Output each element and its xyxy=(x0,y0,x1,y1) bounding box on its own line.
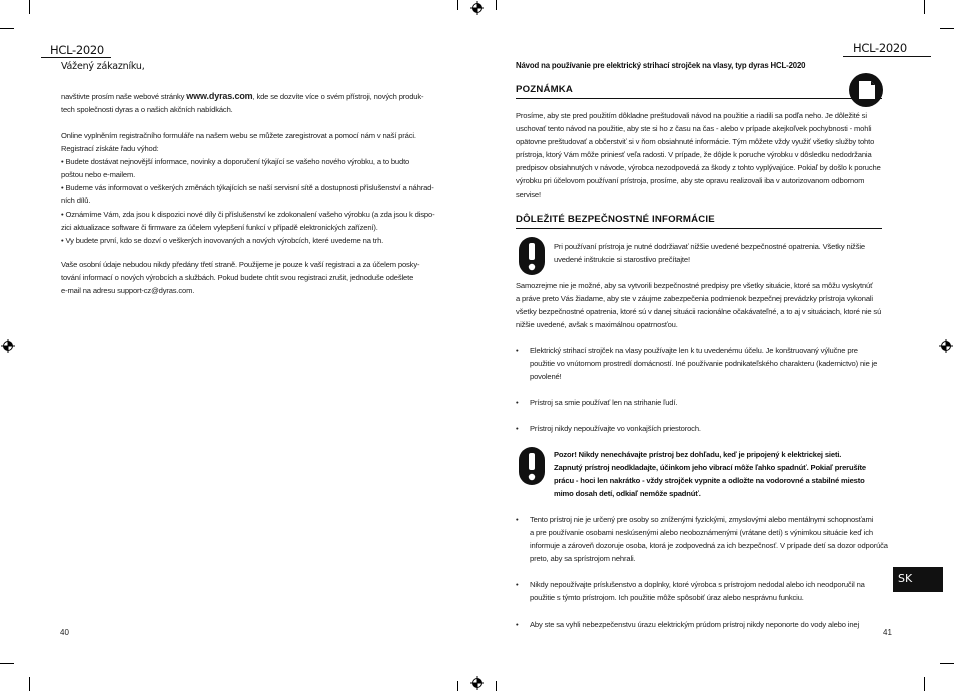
warning-icon xyxy=(519,237,545,275)
text-line: e-mail na adresu support-cz@dyras.com. xyxy=(61,286,195,296)
crop-mark xyxy=(924,0,925,14)
right-model-name: HCL-2020 xyxy=(853,41,907,55)
text-line: • Vy budete první, kdo se dozví o veškerých inovovaných a nových výrobcích, které uvedeme na trh. xyxy=(61,235,384,245)
text-line: prístroja, ktorý Vám môže priniesť veľa radosti. V prípade, že dôjde k poruche výrobku v dôsledku nedodržania xyxy=(516,150,872,160)
text-line: Pri používaní prístroja je nutné dodržiavať nižšie uvedené bezpečnostné opatrenia. Všetky nižšie xyxy=(554,242,865,251)
registration-mark-icon xyxy=(470,1,484,15)
general-safety-paragraph xyxy=(516,279,881,331)
greeting: Vážený zákazníku, xyxy=(61,61,145,72)
crop-mark xyxy=(29,677,30,691)
list-item xyxy=(516,344,886,384)
text-line: Prístroj sa smie používať len na strihanie ľudí. xyxy=(530,398,678,407)
bullet-symbol: • xyxy=(516,515,519,524)
crop-mark xyxy=(496,0,497,10)
right-page-number: 41 xyxy=(883,628,892,637)
safety-section-rule xyxy=(516,228,882,229)
crop-mark xyxy=(29,0,30,14)
text-line: informuje a zároveň dozoruje osoba, ktorá je zodpovedná za ich bezpečnosť. V prípade detí sa dozor odporúča xyxy=(530,541,888,551)
text-line: Registrací získáte řadu výhod: xyxy=(61,144,159,154)
intro-line-1: navštivte prosím naše webové stránky www.dyras.com, kde se dozvíte více o svém přístroji, nových produk- xyxy=(61,91,424,101)
bullet-symbol: • xyxy=(516,580,519,589)
text-line: • Budeme vás informovat o veškerých změnách týkajících se naší servisní sítě a dostupnosti příslušenství a náhrad- xyxy=(61,183,434,193)
text-line: • Oznámíme Vám, zda jsou k dispozici nové díly či příslušenství ke zdokonalení vašeho výrobku (a zda jsou k dispo- xyxy=(61,209,435,219)
text-line: Nikdy nepoužívajte príslušenstvo a doplnky, ktoré výrobca s prístrojom nedodal alebo ich neodporučil na xyxy=(530,580,865,589)
crop-mark xyxy=(940,28,954,29)
crop-mark xyxy=(940,663,954,664)
crop-mark xyxy=(457,0,458,10)
warning-icon xyxy=(519,447,545,485)
registration-benefits xyxy=(61,129,451,247)
text-line: uvedené inštrukcie si starostlivo prečítajte! xyxy=(554,255,690,265)
left-page-number: 40 xyxy=(60,628,69,637)
warning-intro xyxy=(554,240,865,266)
bullet-symbol: • xyxy=(516,424,519,433)
crop-mark xyxy=(0,663,14,664)
text-line: prácu - hoci len nakrátko - vždy strojček vypnite a odložte na vodorovné a stabilné miesto xyxy=(554,476,865,486)
text-line: a práve preto Vás žiadame, aby ste v záujme zabezpečenia podmienok bezpečnej prevádzky prístroja vykonali xyxy=(516,294,873,304)
text-line: mimo dosah detí, odkiaľ nemôže spadnúť. xyxy=(554,489,701,499)
note-section-rule xyxy=(516,98,882,99)
left-model-name: HCL-2020 xyxy=(50,43,104,57)
text-line: predpisov obsiahnutých v návode, výrobca nezodpovedá za škody z tohto vyplývajúce. Pokiaľ by došlo k poruche xyxy=(516,163,881,173)
text-line: použitie s týmto prístrojom. Ich použitie môže spôsobiť úraz alebo nesprávnu funkciu. xyxy=(530,593,804,603)
registration-mark-icon xyxy=(1,339,15,353)
text-line: ních dílů. xyxy=(61,196,91,206)
note-section-title: POZNÁMKA xyxy=(516,84,574,95)
bullet-symbol: • xyxy=(516,346,519,355)
crop-mark xyxy=(496,681,497,691)
text-line: Prístroj nikdy nepoužívajte vo vonkajších priestoroch. xyxy=(530,424,701,433)
text-line: Vaše osobní údaje nebudou nikdy předány třetí straně. Použijeme je pouze k vaší registraci a za účelem posky- xyxy=(61,260,420,269)
text-line: • Budete dostávat nejnovější informace, novinky a doporučení týkající se vašeho nového výrobku, a to budto xyxy=(61,157,410,167)
text-line: Prosíme, aby ste pred použitím dôkladne preštudovali návod na použitie a riadili sa podľa neho. Je dôležité si xyxy=(516,111,867,120)
registration-mark-icon xyxy=(470,676,484,690)
text-line: Samozrejme nie je možné, aby sa vytvorili bezpečnostné predpisy pre všetky situácie, ktoré sa môžu vyskytnúť xyxy=(516,281,873,290)
text-line: uschovať tento návod na použitie, aby ste si ho z času na čas - alebo v prípade akejkoľvek pochybnosti - mohli xyxy=(516,124,872,134)
text-line: Tento prístroj nie je určený pre osoby so zníženými fyzickými, zmyslovými alebo mentálnymi schopnosťami xyxy=(530,515,874,524)
text-line: výrobku pri účelovom používaní prístroja, prosíme, aby ste opravu realizovali iba v autorizovanom odbornom xyxy=(516,176,865,186)
list-item xyxy=(516,396,886,410)
language-tab: SK xyxy=(893,567,943,592)
document-title: Návod na používanie pre elektrický strihací strojček na vlasy, typ dyras HCL-2020 xyxy=(516,61,806,70)
text-line: Online vyplněním registračního formuláře na našem webu se můžete zaregistrovat a pomocí nám v naší práci. xyxy=(61,131,416,140)
intro-line-2: tech společnosti dyras a o našich akčních nabídkách. xyxy=(61,105,233,115)
text-line: poštou nebo e-mailem. xyxy=(61,170,136,180)
text-line: Aby ste sa vyhli nebezpečenstvu úrazu elektrickým prúdom prístroj nikdy neponorte do vody alebo inej xyxy=(530,620,860,629)
bullet-symbol: • xyxy=(516,620,519,629)
right-header-rule xyxy=(843,56,931,57)
crop-mark xyxy=(924,677,925,691)
privacy-paragraph xyxy=(61,258,451,297)
text-line: opätovne preštudovať a občerstviť si v ňom obsiahnuté informácie. Tým môžete vždy využiť všetky služby tohto xyxy=(516,137,875,147)
text-line: preto, aby sa sprístrojom nehrali. xyxy=(530,554,636,564)
registration-mark-icon xyxy=(939,339,953,353)
text-line: Pozor! Nikdy nenechávajte prístroj bez dohľadu, keď je pripojený k elektrickej sieti. xyxy=(554,450,842,459)
crop-mark xyxy=(457,681,458,691)
text-line: zici aktualizace software či firmware za účelem vylepšení funkcí v případě elektronických zařízení). xyxy=(61,222,378,232)
note-icon xyxy=(848,72,884,108)
crop-mark xyxy=(0,28,14,29)
text-line: tování informací o nových výrobcích a službách. Pokud budete chtít svou registraci zrušit, jednoduše odešlete xyxy=(61,273,414,283)
list-item xyxy=(516,618,886,632)
text-line: povolené! xyxy=(530,372,562,382)
text-line: servise! xyxy=(516,189,541,199)
intro-paragraph xyxy=(61,90,451,116)
note-paragraph xyxy=(516,109,886,201)
text-line: a pre používanie osobami neskúsenými alebo neoboznámenými (vrátane detí) s výnimkou situácie keď ich xyxy=(530,528,873,538)
text-line: všetky bezpečnostné opatrenia, ktoré sú v danej situácii racionálne očakávateľné, a to aj v situáciach, ktoré nie sú xyxy=(516,307,882,317)
list-item xyxy=(516,513,886,567)
text-line: použitie vo vnútornom prostredí domácností. Iné používanie podnikateľského charakteru (kadernictvo) nie je xyxy=(530,359,878,369)
safety-section-title: DÔLEŽITÉ BEZPEČNOSTNÉ INFORMÁCIE xyxy=(516,214,715,225)
bullet-symbol: • xyxy=(516,398,519,407)
text-line: Elektrický strihací strojček na vlasy používajte len k tu uvedenému účelu. Je konštruovaný výlučne pre xyxy=(530,346,858,355)
text-line: Zapnutý prístroj neodkladajte, účinkom jeho vibrací môže ľahko spadnúť. Pokiaľ prerušíte xyxy=(554,463,866,473)
website-link[interactable]: www.dyras.com xyxy=(186,91,253,101)
left-header-rule xyxy=(41,57,111,58)
text-line: nižšie uvedené, avšak s maximálnou opatrnosťou. xyxy=(516,320,678,330)
list-item xyxy=(516,578,886,606)
list-item xyxy=(516,422,886,436)
warning-supervision xyxy=(554,448,866,500)
